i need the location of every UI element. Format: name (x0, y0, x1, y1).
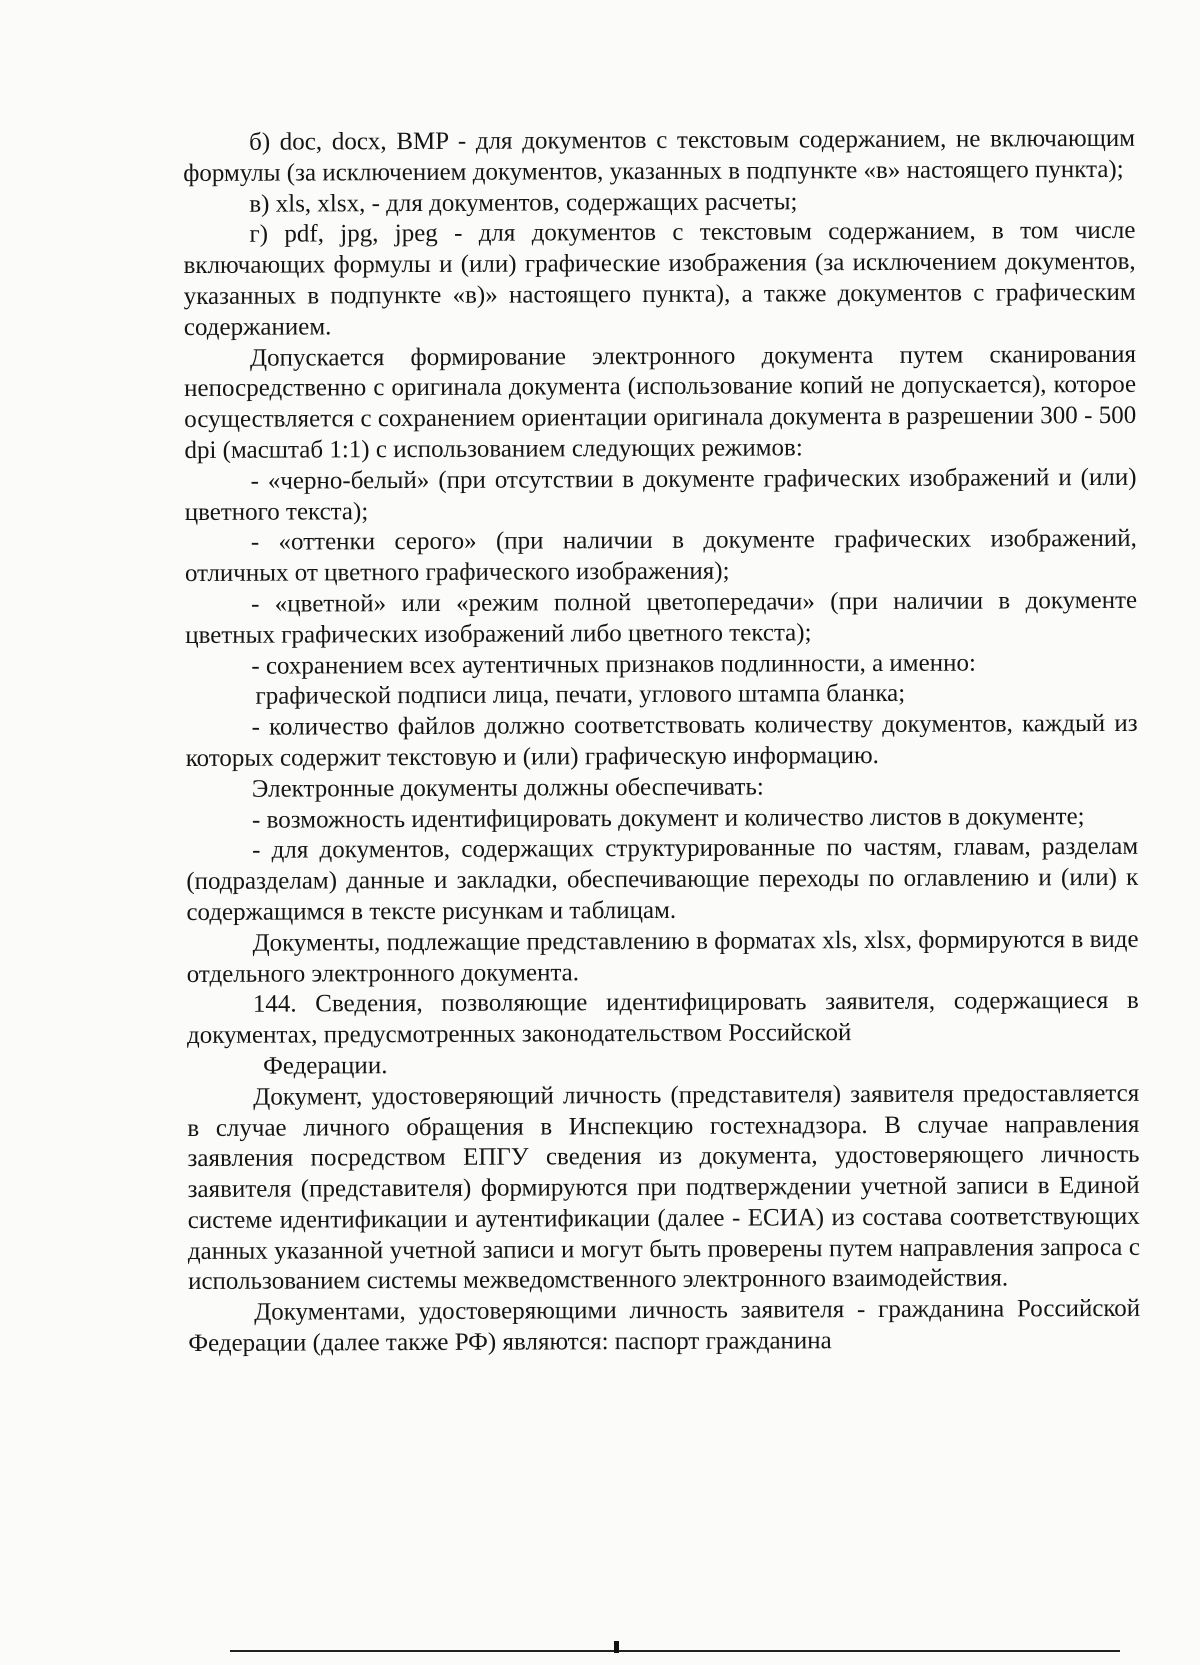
paragraph-identity-document: Документ, удостоверяющий личность (представителя) заявителя предоставляется в случае личного обращения в Инспекцию гостехнадзора. В случае направления заявления посредством ЕПГУ сведения из документа, удостоверяющего личность заявителя (представителя) формируются при подтверждении учетной записи в Единой системе идентификации и аутентификации (далее - ЕСИА) из состава соответствующих данных указанной учетной записи и могут быть проверены путем направления запроса с использованием системы межведомственного электронного взаимодействия. (187, 1079, 1140, 1296)
list-item-authenticity-details: графической подписи лица, печати, углового штампа бланка; (255, 680, 906, 711)
paragraph-format-g: г) pdf, jpg, jpeg - для документов с текстовым содержанием, в том числе включающих формулы и (или) графические изображения (за исключением документов, указанных в подпункте «в)» настоящего пункта), а также документов с графическим содержанием. (183, 217, 1136, 341)
paragraph-requirements: Электронные документы должны обеспечивать: (251, 773, 764, 803)
list-item-structured: - для документов, содержащих структурированные по частям, главам, разделам (подразделам) данные и закладки, обеспечивающие переходы по оглавлению и (или) к содержащимся в тексте рисункам и таблицам. (186, 833, 1139, 926)
section-144-heading: 144. Сведения, позволяющие идентифицировать заявителя, содержащиеся в документах, предусмотренных законодательством Российской (186, 987, 1139, 1050)
list-item-grayscale: - «оттенки серого» (при наличии в документе графических изображений, отличных от цветного графического изображения); (184, 525, 1137, 588)
paragraph-format-b: б) doc, docx, BMP - для документов с текстовым содержанием, не включающим формулы (за исключением документов, указанных в подпункте «в» настоящего пункта); (183, 124, 1136, 187)
paragraph-format-v: в) xls, xlsx, - для документов, содержащих расчеты; (249, 187, 798, 218)
list-item-color: - «цветной» или «режим полной цветопередачи» (при наличии в документе цветных графических изображений либо цветного текста); (185, 586, 1138, 649)
scan-edge-line (230, 1650, 1120, 1652)
paragraph-scanning: Допускается формирование электронного документа путем сканирования непосредственно с оригинала документа (использование копий не допускается), которое осуществляется с сохранением ориентации оригинала документа в разрешении 300 - 500 dpi (масштаб 1:1) с использованием следующих режимов: (184, 340, 1137, 464)
paragraph-identity-list: Документами, удостоверяющими личность заявителя - гражданина Российской Федерации (далее также РФ) являются: паспорт гражданина (188, 1295, 1141, 1358)
list-item-identify: - возможность идентифицировать документ и количество листов в документе; (251, 802, 1085, 834)
section-144-heading-continued: Федерации. (263, 1052, 388, 1080)
list-item-black-white: - «черно-белый» (при отсутствии в документе графических изображений и (или) цветного текста); (184, 463, 1137, 526)
list-item-file-count: - количество файлов должно соответствовать количеству документов, каждый из которых содержит текстовую и (или) графическую информацию. (185, 709, 1138, 772)
document-body (183, 124, 1140, 1360)
scan-artifact-mark (614, 1641, 619, 1653)
paragraph-xls: Документы, подлежащие представлению в форматах xls, xlsx, формируются в виде отдельного электронного документа. (186, 925, 1139, 988)
list-item-authenticity: - сохранением всех аутентичных признаков подлинности, а именно: (251, 649, 976, 680)
